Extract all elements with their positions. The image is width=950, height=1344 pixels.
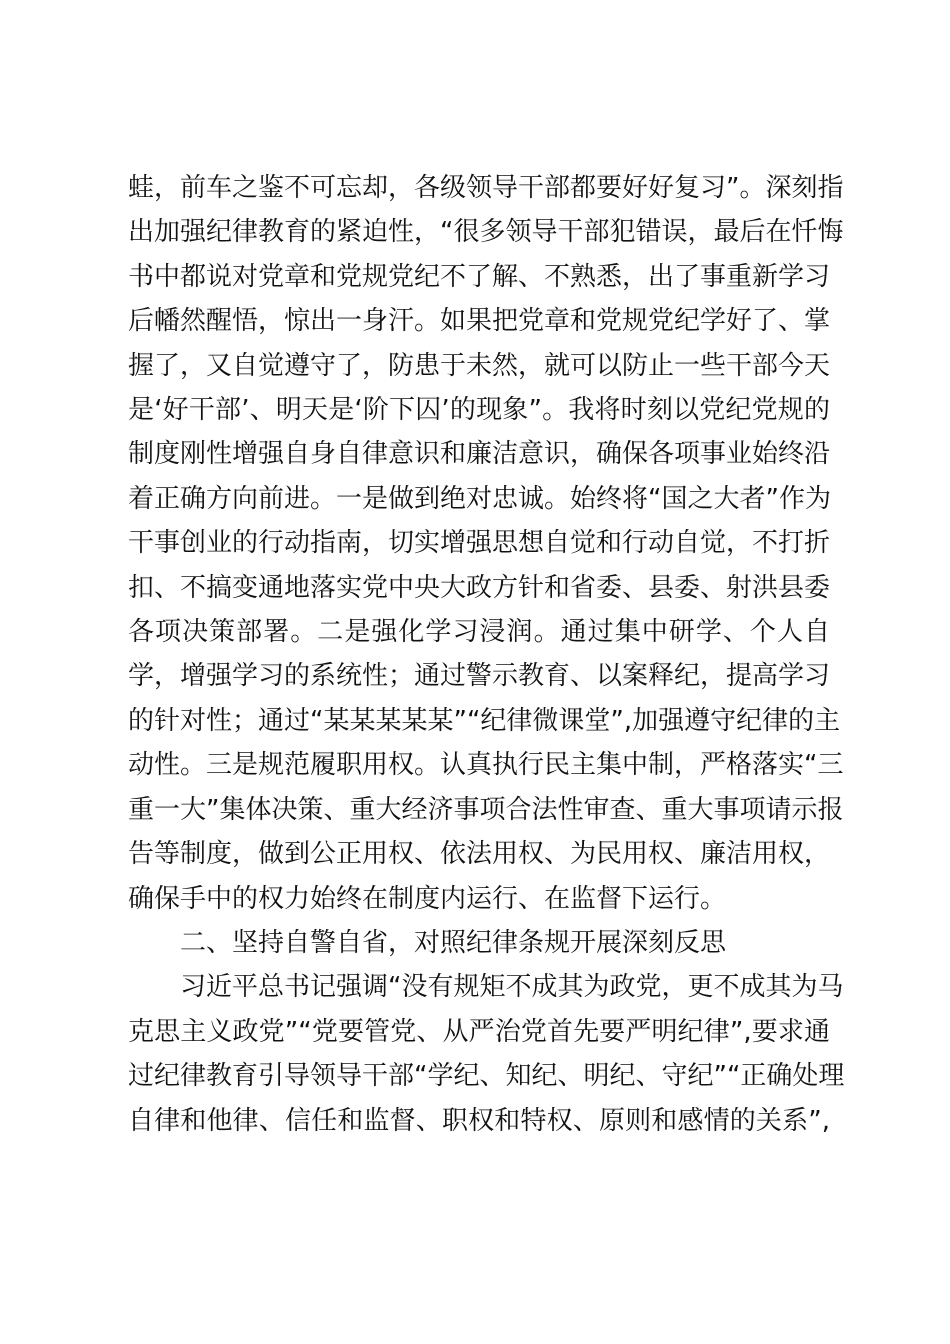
text-line: 握了，又自觉遵守了，防患于未然，就可以防止一些干部今天 (128, 350, 831, 381)
text-line: 确保手中的权力始终在制度内运行、在监督下运行。 (128, 883, 727, 914)
text-line: 告等制度，做到公正用权、依法用权、为民用权、廉洁用权， (128, 839, 831, 870)
text-line: 书中都说对党章和党规党纪不了解、不熟悉，出了事重新学习 (128, 261, 831, 292)
text-line: 动性。三是规范履职用权。认真执行民主集中制，严格落实“三 (128, 750, 844, 781)
text-line: 后幡然醒悟，惊出一身汗。如果把党章和党规党纪学好了、掌 (128, 306, 831, 337)
text-line: 的针对性；通过“某某某某某”“纪律微课堂”,加强遵守纪律的主 (128, 705, 841, 736)
text-line: 是‘好干部’、明天是‘阶下囚’的现象”。我将时刻以党纪党规的 (128, 395, 830, 426)
text-line: 蛙，前车之鉴不可忘却，各级领导干部都要好好复习”。深刻指 (128, 173, 844, 203)
text-line: 制度刚性增强自身自律意识和廉洁意识，确保各项事业始终沿 (128, 439, 831, 470)
paragraph-discipline-education (128, 166, 844, 921)
section-heading-2: 二、坚持自警自省，对照纪律条规开展深刻反思 (180, 927, 727, 958)
text-line: 着正确方向前进。一是做到绝对忠诚。始终将“国之大者”作为 (128, 483, 831, 514)
text-line: 习近平总书记强调“没有规矩不成其为政党，更不成其为马 (180, 972, 844, 1003)
text-line: 干事创业的行动指南，切实增强思想自觉和行动自觉，不打折 (128, 528, 831, 559)
text-line: 克思主义政党”“党要管党、从严治党首先要严明纪律”,要求通 (128, 1016, 830, 1047)
text-line: 出加强纪律教育的紧迫性，“很多领导干部犯错误，最后在忏悔 (128, 217, 844, 248)
text-line: 过纪律教育引导领导干部“学纪、知纪、明纪、守纪”“正确处理 (128, 1061, 845, 1092)
text-line: 各项决策部署。二是强化学习浸润。通过集中研学、个人自 (128, 617, 830, 648)
text-line: 重一大”集体决策、重大经济事项合法性审查、重大事项请示报 (128, 794, 844, 825)
document-body (128, 166, 845, 1143)
text-line: 学，增强学习的系统性；通过警示教育、以案释纪，提高学习 (128, 661, 831, 692)
paragraph-self-reflection (128, 965, 845, 1143)
text-line: 扣、不搞变通地落实党中央大政方针和省委、县委、射洪县委 (128, 572, 831, 603)
text-line: 自律和他律、信任和监督、职权和特权、原则和感情的关系”, (128, 1105, 830, 1136)
